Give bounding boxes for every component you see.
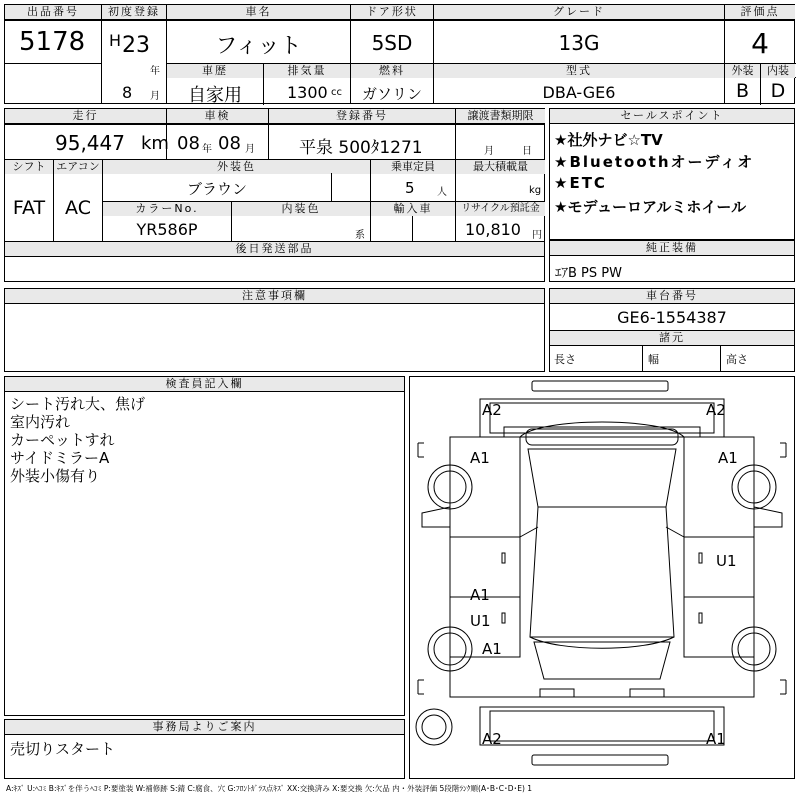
notes-header: 注意事項欄: [5, 289, 544, 304]
import-header: 輸入車: [371, 202, 455, 216]
cc-unit: cc: [331, 87, 342, 98]
displacement: 1300: [287, 83, 328, 102]
max-load-header: 最大積載量: [456, 160, 545, 174]
damage-rear-door-left-u: U1: [470, 612, 491, 630]
ext-color-header: 外装色: [103, 160, 370, 174]
middle-info-box: [4, 108, 545, 282]
first-reg-month: 8: [122, 83, 133, 102]
month-unit: 月: [150, 91, 160, 102]
width-label: 幅: [648, 353, 659, 366]
sales-point-4: ★モデューロアルミホイール: [554, 198, 747, 216]
kei-unit: 系: [355, 230, 365, 241]
aircon-header: エアコン: [54, 160, 102, 174]
damage-front-right: A2: [706, 401, 726, 419]
inspector-line-5: 外装小傷有り: [10, 467, 101, 485]
reg-no-header: 登録番号: [269, 109, 455, 124]
sales-point-2: ★Bluetoothオーディオ: [554, 153, 755, 171]
interior-header: 内装: [761, 64, 795, 78]
person-unit: 人: [437, 187, 447, 198]
standard-equip-header: 純正装備: [550, 241, 794, 256]
lot-no-header: 出品番号: [5, 5, 101, 20]
office-notes-header: 事務局よりご案内: [5, 720, 404, 735]
height-label: 高さ: [726, 353, 748, 366]
aircon: AC: [65, 197, 91, 219]
damage-fender-right: A1: [718, 449, 738, 467]
car-diagram: [409, 376, 795, 779]
damage-rear-door-left-a: A1: [470, 586, 490, 604]
yen-unit: 円: [532, 230, 542, 241]
model-type-header: 型式: [434, 64, 724, 78]
transfer-day-unit: 日: [522, 146, 532, 157]
capacity: 5: [405, 179, 415, 197]
car-name: フィット: [215, 34, 302, 59]
damage-front-left: A2: [482, 401, 502, 419]
inspector-line-2: 室内汚れ: [10, 413, 71, 431]
history-header: 車歴: [167, 64, 263, 78]
sales-points-box: [549, 108, 795, 240]
fuel: ガソリン: [361, 85, 422, 103]
later-parts-header: 後日発送部品: [5, 242, 544, 257]
notes-box: [4, 288, 545, 372]
inspection-month-unit: 月: [245, 144, 255, 155]
shift-header: シフト: [5, 160, 53, 174]
recycle: 10,810: [465, 220, 521, 239]
inspector-line-4: サイドミラーA: [10, 449, 110, 467]
lot-number: 5178: [19, 27, 86, 57]
exterior-header: 外装: [725, 64, 760, 78]
grade: 13G: [558, 31, 600, 55]
transfer-period-header: 譲渡書類期限: [456, 109, 545, 124]
reg-no: 平泉 500ﾀ1271: [299, 138, 423, 158]
inspector-line-3: カーペットすれ: [10, 431, 115, 449]
chassis-no-header: 車台番号: [550, 289, 794, 304]
era-prefix: H: [109, 31, 122, 50]
damage-rear-right: A1: [706, 730, 726, 748]
sales-point-1: ★社外ナビ☆TV: [554, 131, 663, 149]
mileage-header: 走行: [5, 109, 166, 124]
mileage: 95,447: [55, 131, 125, 155]
color-no-header: カラーNo.: [103, 202, 231, 216]
inspection-header: 車検: [167, 109, 268, 124]
shift: FAT: [12, 197, 46, 219]
chassis-box: [549, 288, 795, 372]
office-note: 売切りスタート: [10, 740, 116, 758]
standard-equip: ｴｱB PS PW: [555, 266, 622, 281]
exterior-grade: B: [735, 80, 750, 102]
damage-quarter-left: A1: [482, 640, 502, 658]
inspection-year-unit: 年: [202, 144, 212, 155]
first-reg-year: 23: [122, 33, 150, 58]
kg-unit: kg: [529, 185, 542, 196]
damage-door-right: U1: [716, 552, 737, 570]
sales-points-header: セールスポイント: [550, 109, 794, 124]
transfer-month-unit: 月: [484, 146, 494, 157]
ext-color: ブラウン: [186, 180, 247, 198]
year-unit: 年: [150, 66, 160, 77]
score: 4: [751, 27, 769, 60]
grade-header: グレード: [434, 5, 724, 20]
standard-equip-box: [549, 240, 795, 282]
model-type: DBA-GE6: [542, 83, 616, 102]
top-info-box: [4, 4, 795, 104]
color-no: YR586P: [136, 220, 198, 239]
dimensions-header: 諸元: [550, 331, 794, 346]
door-type-header: ドア形状: [351, 5, 433, 20]
fuel-header: 燃料: [351, 64, 433, 78]
interior-grade: D: [770, 80, 786, 102]
sales-point-3: ★ETC: [554, 174, 607, 192]
car-name-header: 車名: [167, 5, 350, 20]
damage-rear-left: A2: [482, 730, 502, 748]
inspection-year: 08: [177, 133, 200, 154]
history: 自家用: [188, 85, 242, 106]
score-header: 評価点: [725, 5, 795, 20]
chassis-no: GE6-1554387: [617, 308, 727, 327]
legend: A:ｷｽﾞ U:ﾍｺﾐ B:ｷｽﾞを伴うﾍｺﾐ P:要塗装 W:補修跡 S:錆 C:腐食、穴 G:ﾌﾛﾝﾄｶﾞﾗｽ点ｷｽﾞ XX:交換済み X:要交換 欠:欠品 内・外装評価 5段階ﾗﾝｸ順(A･B･C･D･E) 1: [6, 784, 533, 793]
recycle-header: リサイクル預託金: [456, 202, 545, 216]
int-color-header: 内装色: [232, 202, 370, 216]
capacity-header: 乗車定員: [371, 160, 455, 174]
damage-fender-left: A1: [470, 449, 490, 467]
length-label: 長さ: [554, 353, 576, 366]
inspector-line-1: シート汚れ大、焦げ: [10, 395, 146, 413]
inspector-notes-box: [4, 376, 405, 716]
door-type: 5SD: [371, 31, 413, 55]
office-notes-box: [4, 719, 405, 779]
displacement-header: 排気量: [264, 64, 350, 78]
km-unit: km: [141, 133, 169, 154]
inspection-month: 08: [218, 133, 241, 154]
first-reg-header: 初度登録: [102, 5, 166, 20]
inspector-notes-header: 検査員記入欄: [5, 377, 404, 392]
